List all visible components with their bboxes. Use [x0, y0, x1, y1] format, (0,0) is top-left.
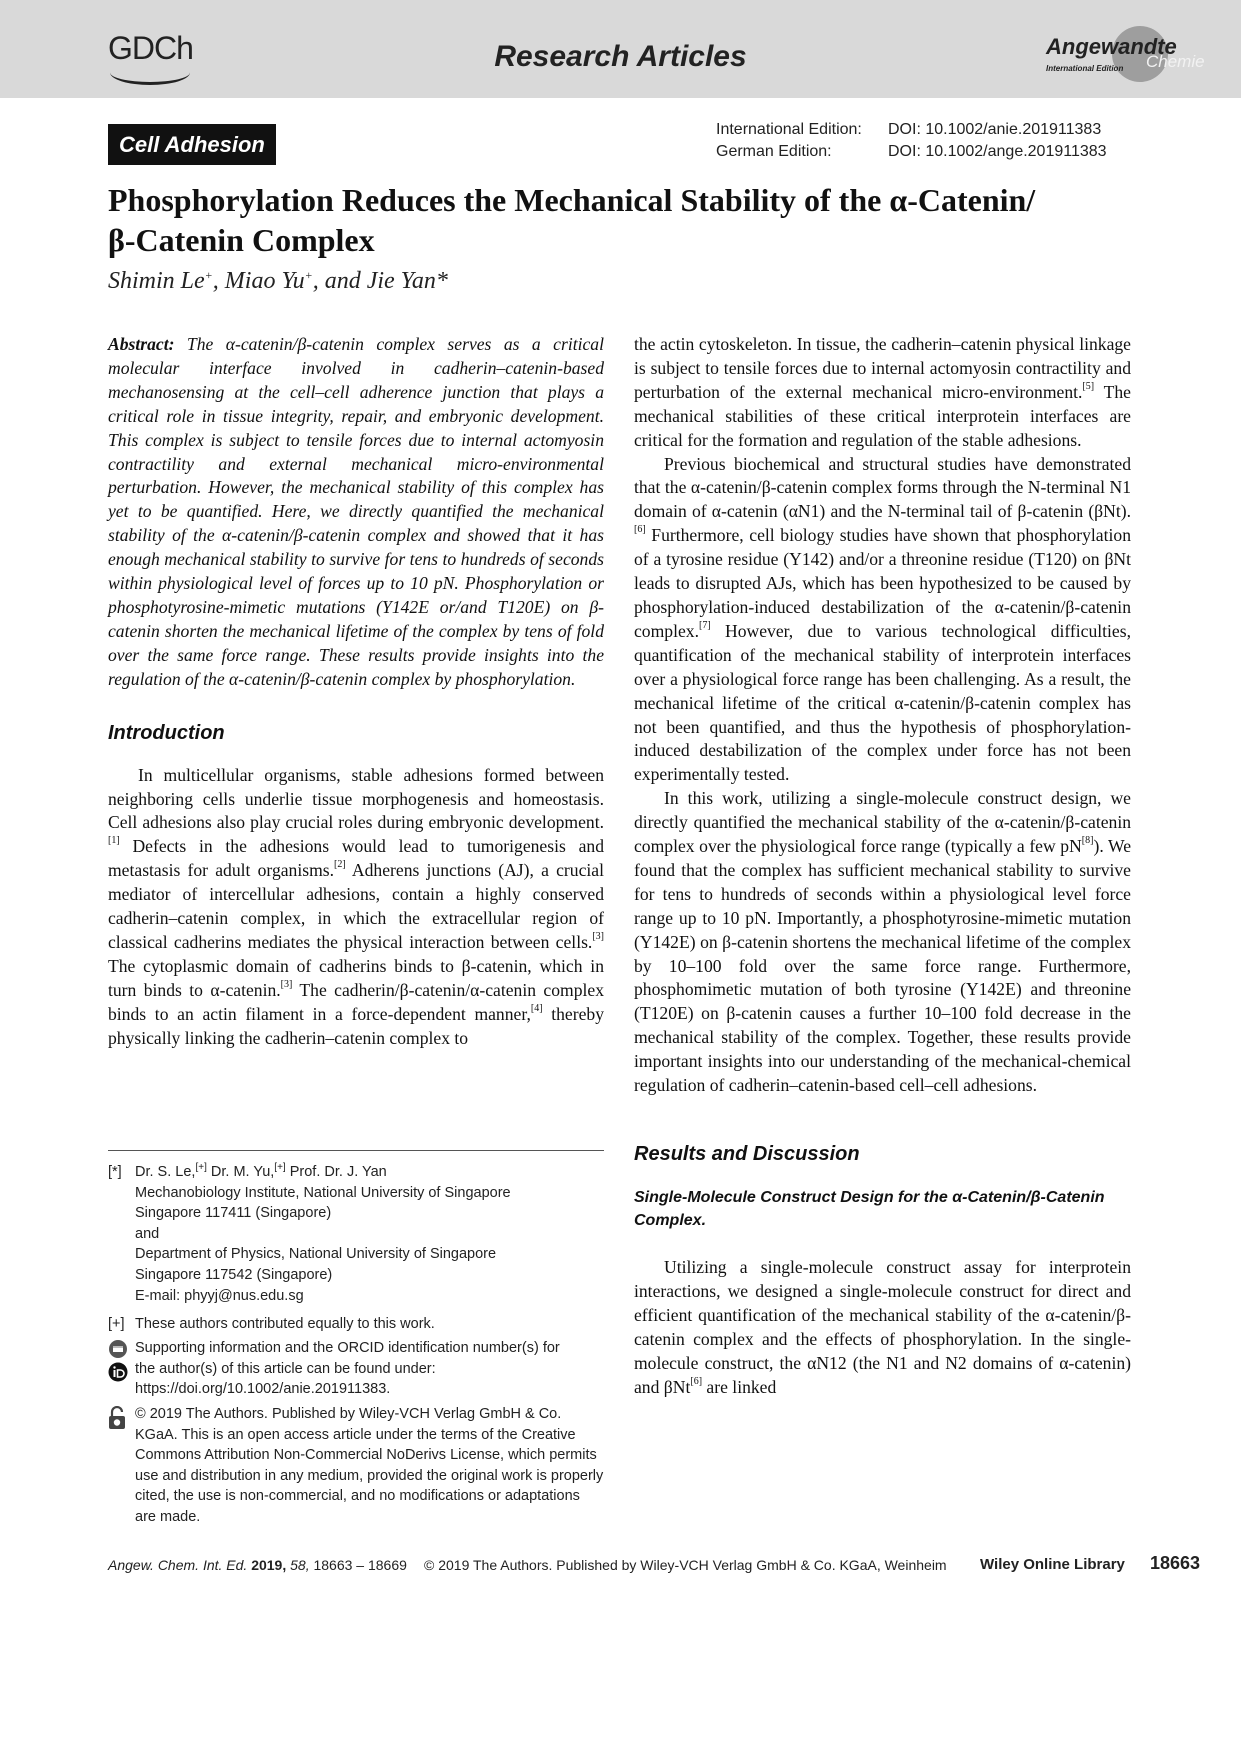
footnote-equal-text: These authors contributed equally to this work.: [135, 1316, 435, 1332]
section-title: Research Articles: [494, 40, 747, 73]
footer-copyright: © 2019 The Authors. Published by Wiley-VCH Verlag GmbH & Co. KGaA, Weinheim: [424, 1557, 947, 1573]
body-text-4a: Utilizing a single-molecule construct assay for interprotein interactions, we designed a single-molecule construct for direct and efficient quantification of the mechanical stability of the α-catenin/β-catenin complex and the effects of phosphorylation. In the single-molecule construct, the αN12 (the N1 and N2 domains of α-catenin) and βNt: [634, 1257, 1131, 1397]
doi-german-label: German Edition:: [716, 143, 832, 160]
author-2-mark: +: [304, 268, 313, 282]
author-list: Shimin Le+, Miao Yu+, and Jie Yan*: [108, 268, 448, 294]
reference-link[interactable]: [1]: [108, 835, 120, 847]
article-title-line-1: Phosphorylation Reduces the Mechanical Stability of the α-Catenin/: [108, 182, 1036, 218]
reference-link[interactable]: [3]: [592, 930, 604, 942]
body-paragraph-1: [634, 333, 1131, 453]
author-1-mark: +: [204, 268, 213, 282]
article-title: [108, 180, 1128, 260]
intro-text-5: The cadherin/β-catenin/α-catenin complex binds to an actin filament in a force-dependent manner,: [108, 979, 604, 1024]
supporting-info-line-2: the author(s) of this article can be found under:: [135, 1360, 436, 1377]
body-paragraph-4: [634, 1256, 1131, 1399]
left-column: [108, 333, 604, 1050]
intro-text-6: thereby physically linking the cadherin–catenin complex to: [108, 1003, 604, 1048]
gdch-logo: GDCh: [108, 30, 193, 66]
supporting-info-link[interactable]: https://doi.org/10.1002/anie.201911383.: [135, 1381, 391, 1398]
footnote-equal-contribution: [108, 1314, 604, 1335]
footnote-affiliations: [108, 1162, 604, 1306]
doi-international-value[interactable]: DOI: 10.1002/anie.201911383: [888, 121, 1102, 138]
abstract-label: Abstract:: [108, 334, 175, 354]
body-text-4b: are linked: [702, 1376, 777, 1397]
footnote-star-mark: [*]: [108, 1164, 122, 1180]
introduction-heading: Introduction: [108, 721, 225, 744]
footnote-affiliations-body: [135, 1162, 604, 1306]
reference-link[interactable]: [5]: [1082, 380, 1095, 392]
footnote-license: [108, 1404, 604, 1528]
reference-link[interactable]: [2]: [334, 859, 346, 871]
article-title-line-2: β-Catenin Complex: [108, 222, 375, 258]
footnote-author-1-mark: [+]: [195, 1162, 207, 1173]
body-paragraph-3: [634, 787, 1131, 1098]
abstract: [108, 333, 604, 692]
body-text-3b: ). We found that the complex has sufficient mechanical stability to survive for tens to hundreds of seconds within a physiological level force range up to 10 pN. Importantly, a phosphotyrosine-mimetic mutation (Y142E) on β-catenin shortens the mechanical lifetime of the complex by 10–100 fold over the same force range. Furthermore, phosphomimetic mutation of both tyrosine (Y142E) and threonine (T120E) on β-catenin causes a further 10–100 fold decrease in the mechanical stability of the complex. Together, these results provide important insights into our understanding of the mechanical-chemical regulation of cadherin–catenin-based cell–cell adhesions.: [634, 836, 1132, 1096]
footnote-plus-mark: [+]: [108, 1316, 125, 1332]
reference-link[interactable]: [7]: [698, 619, 711, 631]
corresponding-email[interactable]: E-mail: phyyj@nus.edu.sg: [135, 1287, 304, 1304]
logo-main-text: Angewandte: [1046, 34, 1177, 59]
footnote-authors: [135, 1162, 604, 1183]
angewandte-logo: [1040, 30, 1210, 80]
footnote-author-2: Dr. M. Yu,: [206, 1164, 275, 1180]
author-2[interactable]: Miao Yu: [224, 268, 305, 294]
body-text-1a: the actin cytoskeleton. In tissue, the cadherin–catenin physical linkage is subject to tensile forces due to internal actomyosin contractility and perturbation of the external mechanical micro-environment.: [634, 334, 1131, 402]
open-access-icon: [108, 1406, 126, 1430]
intro-text-4: The cytoplasmic domain of cadherins binds to β-catenin, which in turn binds to α-catenin.: [108, 955, 604, 1000]
reference-link[interactable]: [6]: [634, 524, 646, 536]
intro-text-3: Adherens junctions (AJ), a crucial mediator of intercellular adhesions, contain a highly conserved cadherin–catenin complex, in which the extracellular region of classical cadherins mediates the physical interaction between cells.: [108, 860, 604, 952]
intro-text-1: In multicellular organisms, stable adhesions formed between neighboring cells underlie tissue morphogenesis and homeostasis. Cell adhesions also play crucial roles during embryonic development.: [108, 764, 604, 833]
right-column: [634, 333, 1131, 1399]
abstract-text: The α-catenin/β-catenin complex serves as a critical molecular interface involved in cadherin–catenin-based mechanosensing at the cell–cell adherence junction that plays a critical role in tissue integrity, repair, and embryonic development. This complex is subject to tensile forces due to internal actomyosin contractility and external mechanical micro-environmental perturbation. However, the mechanical stability of this complex has yet to be quantified. Here, we directly quantified the mechanical stability of the α-catenin/β-catenin complex and showed that it has enough mechanical stability to survive for tens to hundreds of seconds within physiological level of forces up to 10 pN. Phosphorylation or phosphotyrosine-mimetic mutations (Y142E or/and T120E) on β-catenin shorten the mechanical lifetime of the complex by tens of fold over the same force range. These results provide insights into the regulation of the α-catenin/β-catenin complex by phosphorylation.: [108, 334, 604, 689]
intro-text-2: Defects in the adhesions would lead to tumorigenesis and metastasis for adult organisms.: [108, 836, 604, 881]
body-text-3a: In this work, utilizing a single-molecule construct design, we directly quantified the mechanical stability of the α-catenin/β-catenin complex over the physiological force range (typically a few pN: [634, 788, 1131, 857]
logo-sub-text: International Edition: [1046, 64, 1124, 73]
author-3[interactable]: and Jie Yan*: [324, 268, 448, 294]
body-text-2a: Previous biochemical and structural studies have demonstrated that the α-catenin/β-catenin complex forms through the N-terminal N1 domain of α-catenin (αN1) and the N-terminal tail of β-catenin (βNt).: [634, 453, 1131, 522]
footnote-author-1: Dr. S. Le,: [135, 1164, 196, 1180]
supporting-info-icon: [108, 1339, 128, 1359]
affiliation-line-2: Singapore 117411 (Singapore): [135, 1205, 332, 1222]
footer-pages: 18663 – 18669: [313, 1557, 407, 1573]
footer-volume: 58,: [290, 1557, 310, 1573]
results-heading: Results and Discussion: [634, 1143, 860, 1165]
footer-year: 2019,: [251, 1557, 287, 1573]
footer-wiley-library[interactable]: Wiley Online Library: [980, 1556, 1125, 1573]
affiliation-line-1: Mechanobiology Institute, National University of Singapore: [135, 1184, 511, 1201]
affiliation-line-4: Singapore 117542 (Singapore): [135, 1266, 333, 1283]
affiliation-line-3: Department of Physics, National University of Singapore: [135, 1246, 497, 1263]
logo-chemie-text: Chemie: [1146, 52, 1205, 71]
journal-header: [0, 0, 1241, 98]
doi-german-value[interactable]: DOI: 10.1002/ange.201911383: [888, 143, 1107, 160]
orcid-icon: [108, 1362, 128, 1382]
footer-journal: Angew. Chem. Int. Ed.: [108, 1557, 248, 1573]
page-number: 18663: [1150, 1553, 1201, 1573]
construct-subheading: Single-Molecule Construct Design for the α-Catenin/β-Catenin Complex.: [634, 1189, 1105, 1229]
footer-citation: [108, 1557, 407, 1573]
supporting-info-body: [135, 1338, 604, 1400]
doi-international-label: International Edition:: [716, 121, 862, 138]
footnote-supporting-info: [108, 1338, 604, 1400]
body-text-2c: However, due to various technological difficulties, quantification of the mechanical stability of interprotein interfaces over a physiological force range has been challenging. As a result, the mechanical lifetime of the critical α-catenin/β-catenin complex has not been quantified, and thus the hypothesis of phosphorylation-induced destabilization of the complex under force has not been experimentally tested.: [634, 620, 1131, 785]
license-text: © 2019 The Authors. Published by Wiley-VCH Verlag GmbH & Co. KGaA. This is an open access article under the terms of the Creative Commons Attribution Non-Commercial NoDerivs License, which permits use and distribution in any medium, provided the original work is properly cited, the use is non-commercial, and no modifications or adaptations are made.: [135, 1406, 604, 1525]
supporting-info-line-1: Supporting information and the ORCID identification number(s) for: [135, 1340, 560, 1356]
author-1[interactable]: Shimin Le: [108, 268, 205, 294]
topic-badge: Cell Adhesion: [108, 124, 276, 165]
reference-link[interactable]: [4]: [530, 1002, 543, 1014]
body-text-2b: Furthermore, cell biology studies have shown that phosphorylation of a tyrosine residue (Y142) and/or a threonine residue (T120) on βNt leads to disrupted AJs, which has been hypothesized to be caused by phosphorylation-induced destabilization of the α-catenin/β-catenin complex.: [634, 525, 1131, 641]
doi-german: [716, 141, 1107, 163]
body-paragraph-2: [634, 453, 1131, 788]
affiliation-and: and: [135, 1225, 160, 1242]
doi-international: [716, 119, 1107, 141]
reference-link[interactable]: [6]: [690, 1375, 703, 1387]
body-text-1b: The mechanical stabilities of these critical interprotein interfaces are critical for the formation and regulation of the stable adhesions.: [634, 381, 1131, 450]
introduction-paragraph: [108, 764, 604, 1051]
footnote-author-2-mark: [+]: [274, 1162, 286, 1173]
footnote-divider: [108, 1150, 604, 1151]
doi-block: [716, 119, 1107, 163]
reference-link[interactable]: [8]: [1081, 835, 1094, 847]
footnote-author-3: Prof. Dr. J. Yan: [285, 1164, 387, 1180]
reference-link[interactable]: [3]: [280, 978, 293, 990]
